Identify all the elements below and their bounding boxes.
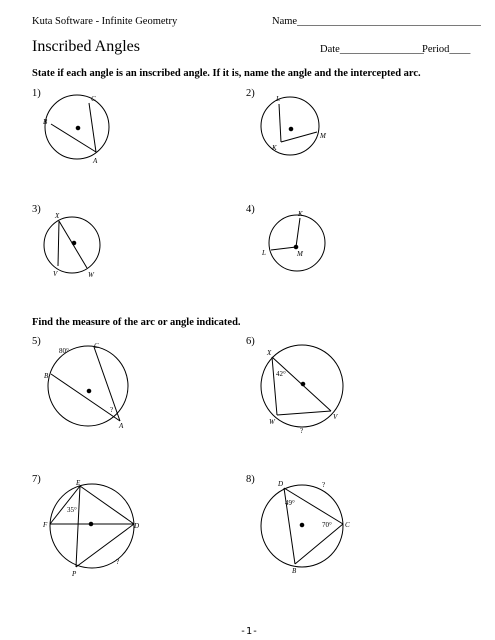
point-label: X <box>267 349 272 357</box>
section-2-instruction: Find the measure of the arc or angle indicated. <box>32 317 241 328</box>
problem-number: 6) <box>246 336 255 347</box>
name-field: Name___________________________________ <box>272 16 481 27</box>
publisher-text: Kuta Software - Infinite Geometry <box>32 16 178 27</box>
center-point <box>76 126 80 130</box>
problem-number: 8) <box>246 474 255 485</box>
center-point <box>300 523 304 527</box>
figure-2 <box>261 95 327 155</box>
point-label: V <box>333 413 338 421</box>
point-label: A <box>119 422 124 430</box>
page-number: -1- <box>240 626 259 637</box>
figure-6 <box>261 345 343 435</box>
unknown-marker: ? <box>110 406 114 414</box>
center-point <box>87 389 91 393</box>
chord <box>51 124 96 152</box>
point-label: V <box>53 270 58 278</box>
point-label: X <box>55 212 60 220</box>
period-field: Period____ <box>422 44 471 55</box>
radius <box>271 247 296 250</box>
unknown-marker: ? <box>300 427 304 435</box>
problem-number: 5) <box>32 336 41 347</box>
angle-measure: 49° <box>285 499 295 507</box>
chord <box>80 486 134 524</box>
point-label: B <box>292 567 297 575</box>
point-label: C <box>91 95 96 103</box>
chord <box>89 103 96 152</box>
figure-7 <box>42 479 139 578</box>
chord <box>76 524 134 567</box>
chord <box>295 524 343 564</box>
point-label: P <box>72 570 77 578</box>
point-label: D <box>134 522 140 530</box>
unknown-marker: ? <box>322 481 326 489</box>
angle-measure: 42° <box>276 370 286 378</box>
chord <box>272 357 331 411</box>
chord <box>277 411 331 415</box>
point-label: W <box>88 271 94 279</box>
point-label: D <box>278 480 284 488</box>
unknown-marker: ? <box>116 558 120 566</box>
point-label: A <box>93 157 98 165</box>
point-label: M <box>320 132 326 140</box>
angle-measure: 70° <box>322 521 332 529</box>
figure-3 <box>44 212 100 279</box>
chord <box>281 132 317 142</box>
point-label: L <box>276 95 280 103</box>
chord <box>76 486 80 567</box>
chord <box>50 486 80 524</box>
chord <box>279 104 281 142</box>
point-label: L <box>262 249 266 257</box>
figure-4 <box>261 210 325 271</box>
center-point <box>289 127 293 131</box>
chord <box>272 357 277 415</box>
figure-8 <box>261 480 350 575</box>
point-label: K <box>298 210 303 218</box>
point-label: B <box>43 118 48 126</box>
point-label: W <box>269 418 275 426</box>
angle-measure: 35° <box>67 506 77 514</box>
point-label: F <box>43 521 48 529</box>
page-title: Inscribed Angles <box>32 38 140 55</box>
circle <box>48 346 128 426</box>
date-field: Date________________ <box>320 44 424 55</box>
point-label: C <box>94 342 99 350</box>
point-label: C <box>345 521 350 529</box>
circle <box>261 97 319 155</box>
figure-5 <box>44 342 128 430</box>
point-label: K <box>272 144 277 152</box>
point-label: M <box>297 250 303 258</box>
radius <box>296 218 300 247</box>
problem-number: 7) <box>32 474 41 485</box>
point-label: E <box>76 479 81 487</box>
figure-1 <box>43 95 109 165</box>
circle <box>44 217 100 273</box>
chord <box>58 221 59 266</box>
section-1-instruction: State if each angle is an inscribed angle. If it is, name the angle and the intercepted arc. <box>32 68 421 79</box>
problem-number: 1) <box>32 88 41 99</box>
chord <box>59 221 87 268</box>
problem-number: 3) <box>32 204 41 215</box>
problem-number: 2) <box>246 88 255 99</box>
point-label: B <box>44 372 49 380</box>
arc-measure: 80° <box>59 347 69 355</box>
problem-number: 4) <box>246 204 255 215</box>
